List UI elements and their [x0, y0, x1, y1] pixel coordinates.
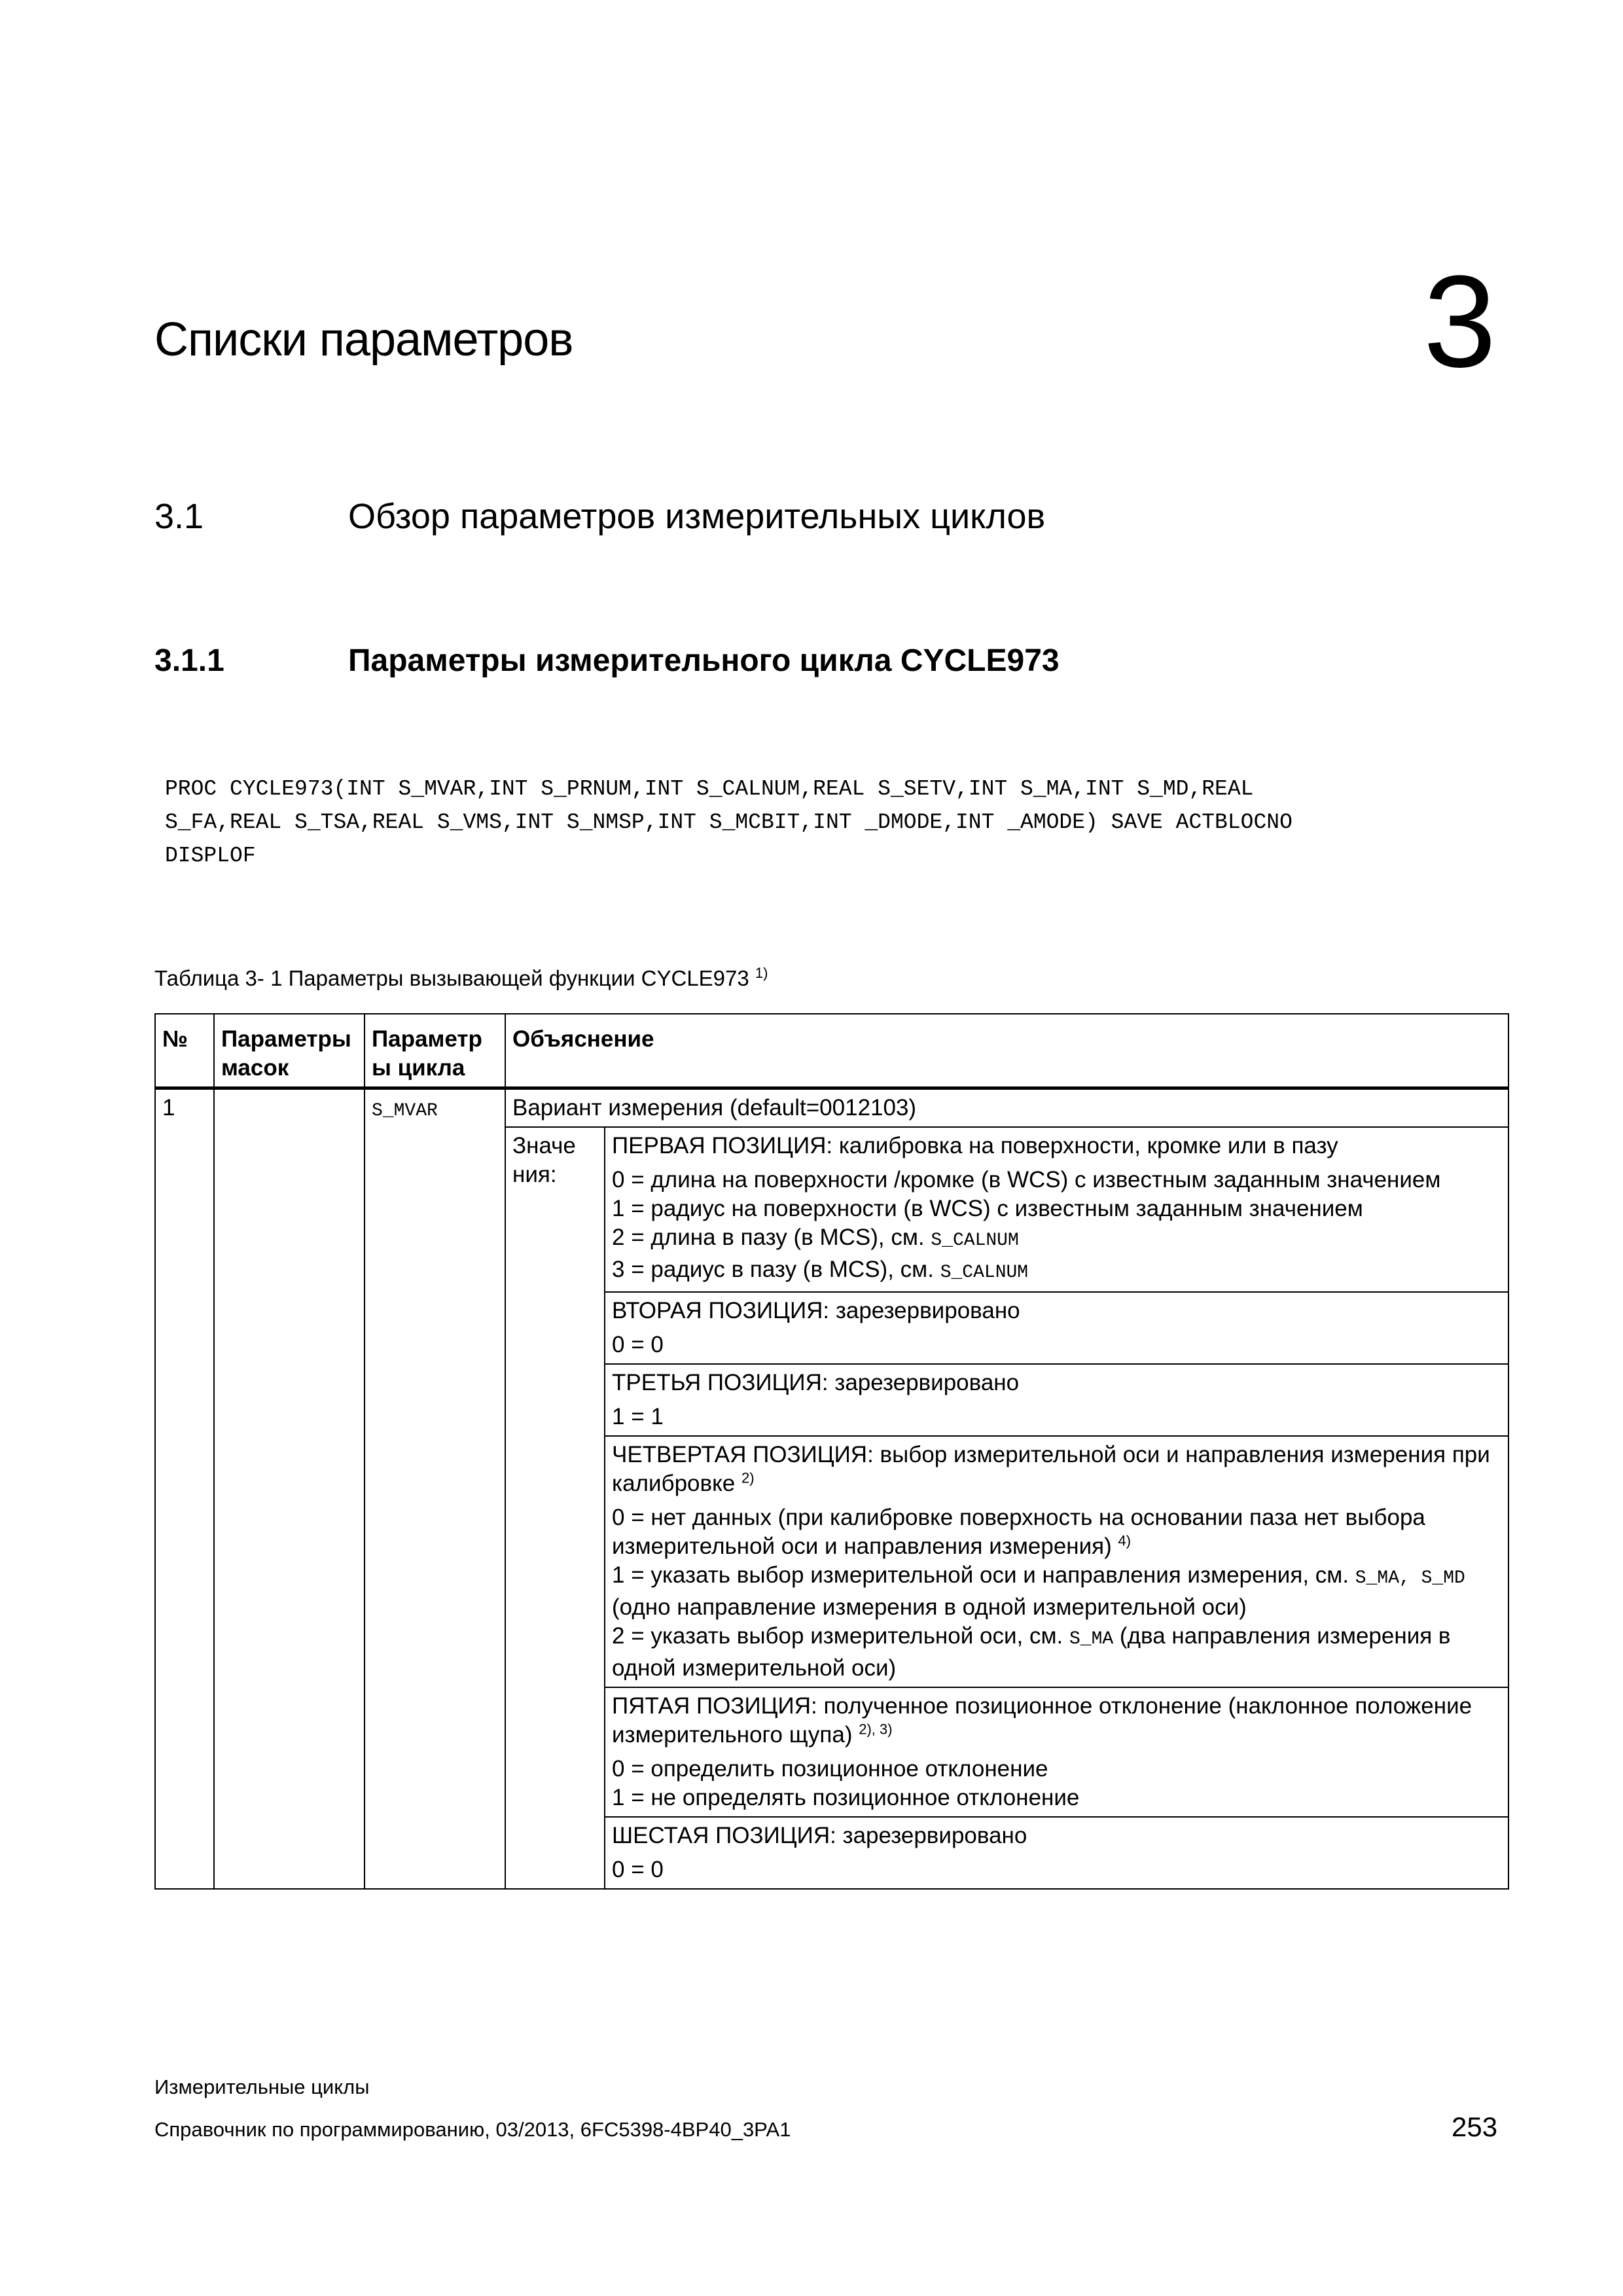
section-title: Обзор параметров измерительных циклов [348, 497, 1046, 536]
parameter-reference: S_MA, S_MD [1355, 1568, 1465, 1588]
cell-cycle-param [365, 1088, 505, 1890]
position-value: 1 = радиус на поверхности (в WCS) с известным заданным значением [612, 1196, 1363, 1221]
header-explanation: Объяснение [505, 1014, 1508, 1088]
position-cell [605, 1817, 1508, 1889]
position-value: 2 = указать выбор измерительной оси, см. S_MA (два направления измерения в одной измерительной оси) [612, 1623, 1451, 1681]
position-cell [605, 1127, 1508, 1292]
position-cell [605, 1292, 1508, 1364]
table-caption-text: Таблица 3- 1 Параметры вызывающей функции CYCLE973 [154, 966, 749, 990]
position-heading: ЧЕТВЕРТАЯ ПОЗИЦИЯ: выбор измерительной оси и направления измерения при калибровке $^{2)}$ [612, 1442, 1490, 1496]
position-heading: ПЯТАЯ ПОЗИЦИЯ: полученное позиционное отклонение (наклонное положение измерительного щупа) $^{2), 3)}$ [612, 1693, 1472, 1748]
cell-mask-param [214, 1088, 365, 1890]
position-heading: ШЕСТАЯ ПОЗИЦИЯ: зарезервировано [612, 1823, 1027, 1848]
header-num: № [155, 1014, 214, 1088]
position-cell [605, 1687, 1508, 1817]
section-number: 3.1 [154, 497, 204, 536]
parameter-table [154, 1013, 1509, 1890]
table-row [155, 1088, 1508, 1128]
table-header-row [155, 1014, 1508, 1088]
chapter-number: 3 [1423, 249, 1497, 395]
position-value: 0 = длина на поверхности /кромке (в WCS) с известным заданным значением [612, 1167, 1441, 1193]
chapter-title: Списки параметров [154, 314, 573, 366]
page-number: 253 [1452, 2111, 1498, 2142]
table-caption [154, 965, 768, 991]
code-line: PROC CYCLE973(INT S_MVAR,INT S_PRNUM,INT S_CALNUM,REAL S_SETV,INT S_MA,INT S_MD,REAL [165, 777, 1254, 801]
position-heading: ТРЕТЬЯ ПОЗИЦИЯ: зарезервировано [612, 1370, 1020, 1395]
footer-book-info: Справочник по программированию, 03/2013, 6FC5398-4BP40_3PA1 [154, 2118, 791, 2141]
parameter-reference: S_MA [1069, 1629, 1114, 1649]
code-line: DISPLOF [165, 844, 256, 868]
header-mask-params: Параметры масок [214, 1014, 365, 1088]
footnote-ref: 4) [1118, 1532, 1132, 1549]
position-value: 2 = длина в пазу (в MCS), см. S_CALNUM [612, 1225, 1019, 1251]
parameter-reference: S_CALNUM [940, 1263, 1029, 1283]
code-line: S_FA,REAL S_TSA,REAL S_VMS,INT S_NMSP,INT S_MCBIT,INT _DMODE,INT _AMODE) SAVE ACTBLOCNO [165, 810, 1293, 834]
position-value: 0 = нет данных (при калибровке поверхность на основании паза нет выбора измерительной оси и направления измерения) $^{4)}$ [612, 1505, 1425, 1559]
cycle-param-code: S_MVAR [372, 1101, 438, 1121]
position-value: 1 = указать выбор измерительной оси и направления измерения, см. S_MA, S_MD (одно направление измерения в одной измерительной оси) [612, 1562, 1465, 1620]
footnote-ref: 2) [741, 1469, 755, 1486]
position-value: 0 = 0 [612, 1857, 664, 1882]
footer-book-title: Измерительные циклы [154, 2075, 370, 2098]
parameter-reference: S_CALNUM [931, 1230, 1019, 1251]
footnote-ref: 2), 3) [859, 1721, 893, 1738]
position-value: 1 = не определять позиционное отклонение [612, 1785, 1080, 1810]
position-cell [605, 1436, 1508, 1687]
position-value: 0 = определить позиционное отклонение [612, 1756, 1048, 1782]
header-cycle-params: Параметр ы цикла [365, 1014, 505, 1088]
subsection-title: Параметры измерительного цикла CYCLE973 [348, 643, 1060, 678]
code-block [165, 772, 1293, 872]
cell-explanation: Вариант измерения (default=0012103) [505, 1088, 1508, 1128]
position-heading: ПЕРВАЯ ПОЗИЦИЯ: калибровка на поверхности, кромке или в пазу [612, 1133, 1338, 1158]
subsection-number: 3.1.1 [154, 643, 224, 678]
table-caption-footnote: 1) [755, 965, 768, 981]
position-value: 0 = 0 [612, 1332, 664, 1357]
position-value: 3 = радиус в пазу (в MCS), см. S_CALNUM [612, 1257, 1029, 1283]
position-cell [605, 1364, 1508, 1436]
position-heading: ВТОРАЯ ПОЗИЦИЯ: зарезервировано [612, 1298, 1020, 1323]
values-label: Значе ния: [505, 1127, 605, 1889]
position-value: 1 = 1 [612, 1404, 664, 1429]
cell-num: 1 [155, 1088, 214, 1890]
